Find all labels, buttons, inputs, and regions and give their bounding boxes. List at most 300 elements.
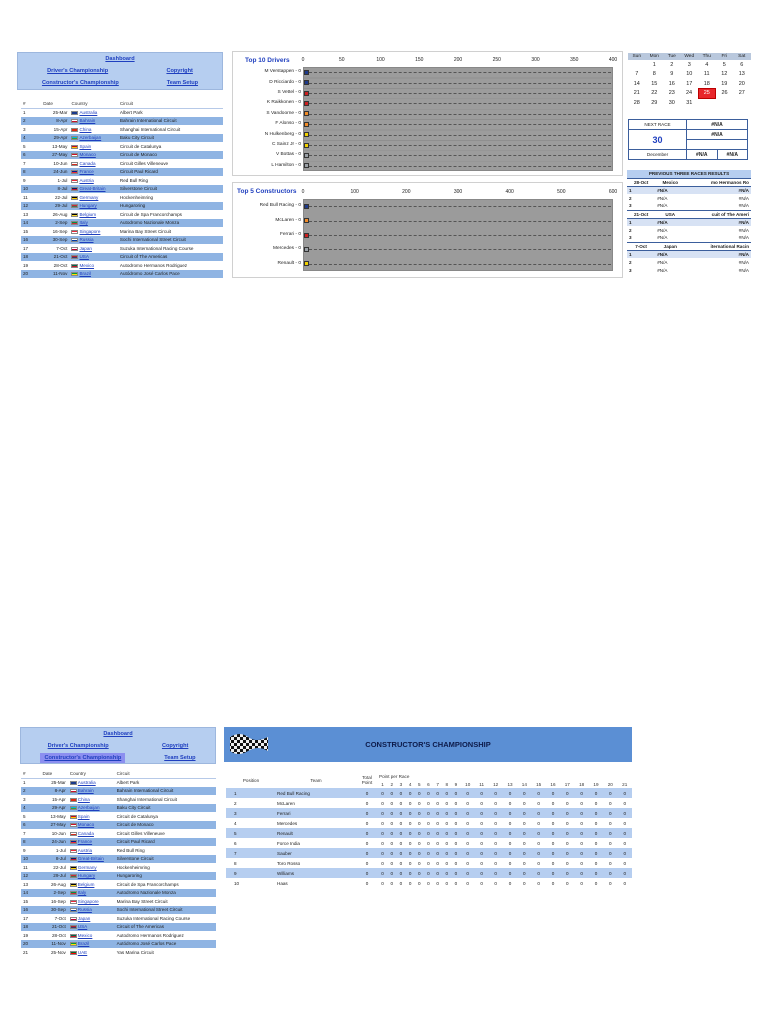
country-link[interactable]: Brazil xyxy=(77,941,90,947)
constructor-race-points: 0 xyxy=(594,880,598,886)
race-date: 8-Apr xyxy=(56,118,68,124)
race-country-cell xyxy=(68,948,115,957)
constructor-total: 0 xyxy=(365,870,369,876)
constructor-race-points: 0 xyxy=(454,820,458,826)
country-link[interactable]: Spain xyxy=(77,813,90,819)
country-link[interactable]: France xyxy=(79,169,94,175)
constructor-race-points: 0 xyxy=(494,880,497,886)
country-link[interactable]: Austria xyxy=(77,847,93,853)
constructor-race-points: 0 xyxy=(551,850,555,856)
race-date: 15-Apr xyxy=(53,126,68,132)
country-link[interactable]: Japan xyxy=(79,245,92,251)
country-link[interactable]: Great-Britain xyxy=(79,186,106,192)
race-date: 10-Jun xyxy=(53,160,68,166)
country-link[interactable]: Belgium xyxy=(79,211,97,217)
constructor-total: 0 xyxy=(365,790,369,796)
race-number-header: 6 xyxy=(427,781,430,787)
constructor-race-points: 0 xyxy=(551,830,555,836)
country-link[interactable]: Monaco xyxy=(77,822,95,828)
country-flag-icon xyxy=(70,951,77,955)
constructor-race-points: 0 xyxy=(537,790,540,796)
constructor-race-points: 0 xyxy=(417,830,421,836)
race-circuit: Autódromo José Carlos Pace xyxy=(116,941,177,947)
constructor-race-points: 0 xyxy=(523,870,526,876)
country-link[interactable]: Bahrain xyxy=(79,118,96,124)
calendar-day[interactable]: 12 xyxy=(721,71,728,78)
constructor-race-points: 0 xyxy=(466,850,469,856)
race-number: 17 xyxy=(23,245,29,251)
previous-position: 2 xyxy=(629,195,632,201)
constructor-race-points: 0 xyxy=(445,800,449,806)
country-link[interactable]: France xyxy=(77,839,93,845)
country-link[interactable]: Azerbaijan xyxy=(77,805,100,811)
constructor-race-points: 0 xyxy=(566,810,569,816)
calendar-day[interactable]: 28 xyxy=(633,99,640,106)
constructor-race-points: 0 xyxy=(408,850,412,856)
drivers-championship-link-2[interactable]: Driver's Championship xyxy=(47,743,109,749)
race-row xyxy=(21,176,223,185)
constructor-race-points: 0 xyxy=(436,860,439,866)
previous-title: PREVIOUS THREE RACES RESULTS xyxy=(627,170,751,178)
race-row xyxy=(21,108,223,117)
race-country-cell xyxy=(69,185,117,194)
country-link[interactable]: China xyxy=(79,126,92,132)
calendar-day[interactable]: 11 xyxy=(703,71,710,78)
previous-race-header xyxy=(627,210,751,218)
chart-category-label: Ferrari - 0 xyxy=(279,232,301,237)
constructor-race-points: 0 xyxy=(551,820,555,826)
col-total: Total Point xyxy=(361,775,373,785)
race-circuit: Circuit of The Americas xyxy=(119,254,168,260)
race-circuit: Silverstone Circuit xyxy=(119,186,157,192)
race-number-header: 20 xyxy=(607,781,613,787)
previous-race-country: USA xyxy=(665,211,676,217)
race-circuit: Red Bull Ring xyxy=(116,847,145,853)
race-number-header: 13 xyxy=(507,781,513,787)
constructor-race-points: 0 xyxy=(454,790,458,796)
country-link[interactable]: Italy xyxy=(77,890,87,896)
calendar-day[interactable]: 22 xyxy=(651,90,658,97)
race-date: 13-May xyxy=(50,813,66,819)
race-number: 5 xyxy=(23,813,26,819)
constructor-race-points: 0 xyxy=(445,850,449,856)
constructor-race-points: 0 xyxy=(537,860,540,866)
country-flag-icon xyxy=(70,798,77,802)
dashboard-link[interactable]: Dashboard xyxy=(105,56,135,62)
race-number: 19 xyxy=(23,932,29,938)
country-link[interactable]: Australia xyxy=(79,110,98,115)
calendar-day[interactable]: 14 xyxy=(633,80,640,87)
constructor-race-points: 0 xyxy=(408,860,412,866)
race-row xyxy=(21,236,223,245)
race-number: 15 xyxy=(23,228,29,234)
country-flag-icon xyxy=(71,213,78,217)
calendar-day-name: Tue xyxy=(663,53,681,60)
race-number: 10 xyxy=(23,856,29,862)
constructor-row xyxy=(226,868,632,878)
constructor-position: 4 xyxy=(234,820,237,826)
constructor-race-points: 0 xyxy=(436,800,439,806)
calendar-day[interactable]: 21 xyxy=(633,90,640,97)
race-date: 21-Oct xyxy=(52,924,66,930)
chart-category-label: M Verstappen - 0 xyxy=(264,69,301,75)
constructor-race-points: 0 xyxy=(594,870,598,876)
calendar-day[interactable]: 6 xyxy=(740,61,744,68)
country-link[interactable]: Australia xyxy=(77,780,96,785)
race-number-header: 19 xyxy=(593,781,599,787)
constructor-race-points: 0 xyxy=(508,800,512,806)
calendar-day[interactable]: 18 xyxy=(703,80,710,87)
country-link[interactable]: Singapore xyxy=(77,898,99,904)
x-tick-label: 50 xyxy=(338,57,345,63)
constructor-race-points: 0 xyxy=(417,800,421,806)
constructor-race-points: 0 xyxy=(594,790,598,796)
race-number: 17 xyxy=(23,915,29,921)
country-link[interactable]: Austria xyxy=(79,177,94,183)
race-row xyxy=(21,914,216,923)
country-link[interactable]: Germany xyxy=(77,864,97,870)
race-date: 25-Nov xyxy=(50,949,66,955)
race-country-cell xyxy=(68,778,115,787)
calendar-day[interactable]: 5 xyxy=(722,61,726,68)
constructor-race-points: 0 xyxy=(551,800,555,806)
previous-races-table xyxy=(627,170,751,274)
country-link[interactable]: Monaco xyxy=(79,152,96,158)
race-country-cell xyxy=(69,270,117,279)
constructor-race-points: 0 xyxy=(466,830,469,836)
previous-driver: #N/A xyxy=(657,227,668,233)
calendar-day[interactable]: 16 xyxy=(668,80,675,87)
x-tick-label: 300 xyxy=(531,57,540,63)
constructor-race-points: 0 xyxy=(466,810,469,816)
country-flag-icon xyxy=(70,942,77,946)
country-link[interactable]: Hungary xyxy=(79,203,97,209)
calendar-day[interactable]: 4 xyxy=(705,61,709,68)
constructor-race-points: 0 xyxy=(609,880,612,886)
constructor-race-points: 0 xyxy=(417,870,421,876)
constructor-race-points: 0 xyxy=(445,870,449,876)
race-header-cell: # xyxy=(21,770,41,778)
next-race-na-4: #N/A xyxy=(717,150,748,160)
constructor-race-points: 0 xyxy=(466,790,469,796)
constructor-race-points: 0 xyxy=(480,840,483,846)
constructor-total: 0 xyxy=(365,800,369,806)
x-tick-label: 100 xyxy=(350,189,359,195)
constructor-team: Mercedes xyxy=(277,820,298,826)
constructor-race-points: 0 xyxy=(551,840,555,846)
constructor-team: McLaren xyxy=(277,800,295,806)
constructor-row xyxy=(226,788,632,798)
constructor-team: Renault xyxy=(277,830,293,836)
race-circuit: Suzuka International Racing Course xyxy=(116,915,191,921)
country-link[interactable]: Brazil xyxy=(79,271,91,277)
calendar-day[interactable]: 2 xyxy=(670,61,674,68)
col-per-race: Point per Race xyxy=(379,773,410,779)
country-flag-icon xyxy=(70,866,77,870)
constructor-total: 0 xyxy=(365,880,369,886)
calendar-day[interactable]: 19 xyxy=(721,80,728,87)
constructors-championship-link[interactable]: Constructor's Championship xyxy=(41,80,119,86)
constructor-race-points: 0 xyxy=(408,880,412,886)
race-number-header: 3 xyxy=(399,781,403,787)
country-link[interactable]: Azerbaijan xyxy=(79,135,102,141)
race-row xyxy=(21,227,223,236)
next-race-label: NEXT RACE xyxy=(629,120,687,130)
race-row xyxy=(21,855,216,864)
race-date: 24-Jun xyxy=(51,839,66,845)
race-circuit: Circuit de Catalunya xyxy=(116,813,158,819)
country-link[interactable]: USA xyxy=(77,924,88,930)
constructor-row xyxy=(226,798,632,808)
constructor-total: 0 xyxy=(365,840,369,846)
race-date: 2-Sep xyxy=(55,220,68,226)
calendar-day xyxy=(733,98,751,108)
previous-team: #N/A xyxy=(738,227,749,233)
race-country-cell xyxy=(69,261,117,270)
race-date: 29-Jul xyxy=(54,203,68,209)
country-link[interactable]: Japan xyxy=(77,915,91,921)
race-number: 11 xyxy=(23,194,28,200)
constructor-race-points: 0 xyxy=(508,870,512,876)
constructor-race-points: 0 xyxy=(417,880,421,886)
constructor-position: 1 xyxy=(234,790,237,796)
constructor-race-points: 0 xyxy=(494,830,497,836)
team-setup-link-2[interactable]: Team Setup xyxy=(164,755,196,761)
constructor-race-points: 0 xyxy=(609,810,612,816)
constructor-race-points: 0 xyxy=(480,870,483,876)
constructor-team: Sauber xyxy=(277,850,292,856)
constructor-race-points: 0 xyxy=(427,830,430,836)
country-flag-icon xyxy=(71,247,78,251)
race-country-cell xyxy=(68,821,115,830)
race-country-cell xyxy=(69,159,117,168)
x-tick-label: 0 xyxy=(301,189,305,195)
country-link[interactable]: Italy xyxy=(79,220,88,226)
race-row xyxy=(21,863,216,872)
calendar-day[interactable]: 27 xyxy=(738,90,745,97)
copyright-link[interactable]: Copyright xyxy=(166,68,193,74)
race-date: 27-May xyxy=(52,152,68,158)
constructor-race-points: 0 xyxy=(417,820,421,826)
race-circuit: Circuit de Monaco xyxy=(116,822,154,828)
previous-race-date: 28-Oct xyxy=(633,179,649,185)
race-number-header: 18 xyxy=(579,781,585,787)
race-date: 24-Jun xyxy=(53,169,68,175)
race-row xyxy=(21,838,216,847)
calendar-day[interactable]: 26 xyxy=(721,90,728,97)
constructors-championship-link-2[interactable]: Constructor's Championship xyxy=(40,753,125,763)
constructor-race-points: 0 xyxy=(523,790,526,796)
chart-category-label: L Hamilton - 0 xyxy=(271,162,301,168)
constructor-race-points: 0 xyxy=(623,870,627,876)
country-link[interactable]: UAE xyxy=(77,949,88,955)
constructor-row xyxy=(226,838,632,848)
race-circuit: Red Bull Ring xyxy=(119,177,149,183)
team-setup-link[interactable]: Team Setup xyxy=(166,80,199,86)
calendar-day[interactable]: 15 xyxy=(651,80,658,87)
constructor-row xyxy=(226,828,632,838)
race-circuit: Albert Park xyxy=(116,780,140,785)
country-link[interactable]: China xyxy=(77,796,90,802)
country-link[interactable]: Russia xyxy=(79,237,94,243)
race-number-header: 16 xyxy=(550,781,556,787)
chart-gridline xyxy=(309,166,611,167)
country-link[interactable]: Canada xyxy=(79,160,96,166)
country-link[interactable]: Mexico xyxy=(79,262,95,268)
constructor-race-points: 0 xyxy=(381,840,384,846)
calendar-day-name: Sat xyxy=(733,53,751,60)
previous-position: 1 xyxy=(629,251,632,257)
race-header-cell: Country xyxy=(68,770,115,778)
race-circuit: Circuit de Spa Francorchamps xyxy=(116,881,179,887)
race-number-header: 9 xyxy=(454,781,458,787)
country-link[interactable]: Hungary xyxy=(77,873,96,879)
chart-gridline xyxy=(309,145,611,146)
chart-category-label: D Ricciardo - 0 xyxy=(269,79,301,85)
race-number: 20 xyxy=(23,271,29,277)
previous-race-date: 7-Oct xyxy=(635,243,647,249)
calendar-day[interactable]: 29 xyxy=(651,99,658,106)
race-header-cell: Circuit xyxy=(118,100,223,108)
race-circuit: Circuit de Monaco xyxy=(119,152,157,158)
col-position: Position xyxy=(242,777,260,783)
constructor-race-points: 0 xyxy=(454,810,458,816)
calendar-day[interactable]: 10 xyxy=(686,71,693,78)
constructor-row xyxy=(226,818,632,828)
constructor-race-points: 0 xyxy=(399,820,403,826)
race-number: 21 xyxy=(23,949,29,955)
x-tick-label: 250 xyxy=(492,57,501,63)
country-link[interactable]: Germany xyxy=(79,194,99,200)
constructor-race-points: 0 xyxy=(480,880,483,886)
country-flag-icon xyxy=(70,857,77,861)
calendar-day[interactable]: 3 xyxy=(687,61,691,68)
calendar-day[interactable]: 13 xyxy=(738,71,745,78)
next-race-na-3: #N/A xyxy=(687,150,717,160)
constructor-race-points: 0 xyxy=(480,830,483,836)
constructors-header-banner xyxy=(224,727,632,762)
calendar-day[interactable]: 8 xyxy=(652,71,656,78)
race-header-cell: Country xyxy=(69,100,117,108)
country-flag-icon xyxy=(71,230,78,234)
previous-position: 1 xyxy=(629,219,632,225)
race-row xyxy=(21,821,216,830)
race-number-header: 10 xyxy=(465,781,471,787)
next-race-na-1: #N/A xyxy=(687,120,748,130)
dashboard-link-2[interactable]: Dashboard xyxy=(103,731,133,737)
constructor-race-points: 0 xyxy=(408,870,412,876)
constructor-race-points: 0 xyxy=(623,820,627,826)
country-link[interactable]: Russia xyxy=(77,907,92,913)
country-link[interactable]: Bahrain xyxy=(77,788,94,794)
country-flag-icon xyxy=(70,917,77,921)
constructor-race-points: 0 xyxy=(623,860,627,866)
constructor-race-points: 0 xyxy=(399,850,403,856)
previous-position: 1 xyxy=(629,187,632,193)
race-number-header: 14 xyxy=(521,781,527,787)
chart-gridline xyxy=(309,206,611,207)
drivers-championship-link[interactable]: Driver's Championship xyxy=(47,68,109,74)
constructor-race-points: 0 xyxy=(445,810,449,816)
constructor-row xyxy=(226,858,632,868)
country-flag-icon xyxy=(71,145,78,149)
country-flag-icon xyxy=(71,255,78,259)
country-link[interactable]: Belgium xyxy=(77,881,95,887)
country-link[interactable]: USA xyxy=(79,254,89,260)
country-link[interactable]: Mexico xyxy=(77,932,93,938)
race-row xyxy=(21,778,216,787)
constructor-race-points: 0 xyxy=(436,870,439,876)
copyright-link-2[interactable]: Copyright xyxy=(161,743,189,749)
constructor-race-points: 0 xyxy=(508,850,512,856)
previous-result-row xyxy=(627,194,751,202)
constructor-race-points: 0 xyxy=(466,880,469,886)
constructor-race-points: 0 xyxy=(508,790,512,796)
calendar-day[interactable]: 7 xyxy=(635,71,639,78)
calendar-day[interactable]: 25 xyxy=(698,89,716,99)
constructor-race-points: 0 xyxy=(417,810,421,816)
calendar-day[interactable]: 31 xyxy=(686,99,693,106)
country-link[interactable]: Singapore xyxy=(79,228,101,234)
constructor-race-points: 0 xyxy=(537,810,540,816)
country-link[interactable]: Canada xyxy=(77,830,94,836)
calendar-day[interactable]: 23 xyxy=(668,90,675,97)
calendar-week xyxy=(628,98,751,108)
race-circuit: Circuit Gilles Villeneuve xyxy=(119,160,169,166)
race-number: 5 xyxy=(23,143,26,149)
race-circuit: Circuit Gilles Villeneuve xyxy=(116,830,165,836)
race-number-header: 17 xyxy=(564,781,570,787)
x-tick-label: 200 xyxy=(402,189,411,195)
constructor-race-points: 0 xyxy=(623,810,627,816)
country-flag-icon xyxy=(71,179,78,183)
country-link[interactable]: Spain xyxy=(79,143,92,149)
race-date: 13-May xyxy=(52,143,68,149)
race-date: 8-Apr xyxy=(54,788,66,794)
race-circuit: Marina Bay Street Circuit xyxy=(116,898,168,904)
constructor-race-points: 0 xyxy=(390,830,394,836)
race-circuit: Autodromo Nazionale Monza xyxy=(119,220,180,226)
race-row xyxy=(21,270,223,279)
race-header-cell: Circuit xyxy=(115,770,216,778)
race-row xyxy=(21,185,223,194)
calendar-day[interactable]: 1 xyxy=(652,61,656,68)
constructors-page-title: CONSTRUCTOR'S CHAMPIONSHIP xyxy=(365,740,491,749)
country-flag-icon xyxy=(70,925,77,929)
calendar-day[interactable]: 9 xyxy=(670,71,674,78)
race-row xyxy=(21,931,216,940)
race-circuit: Circuit Paul Ricard xyxy=(116,839,155,845)
country-flag-icon xyxy=(71,128,78,132)
race-country-cell xyxy=(68,804,115,813)
x-tick-label: 600 xyxy=(608,189,618,195)
race-circuit: Circuit de Catalunya xyxy=(119,143,162,149)
calendar-day[interactable]: 17 xyxy=(686,80,693,87)
calendar-day xyxy=(716,98,734,108)
constructors-points-table xyxy=(226,772,632,888)
race-number: 9 xyxy=(23,177,26,183)
country-flag-icon xyxy=(71,187,78,191)
constructor-race-points: 0 xyxy=(427,860,430,866)
race-number: 3 xyxy=(23,796,26,802)
calendar-day[interactable]: 20 xyxy=(738,80,745,87)
calendar-day[interactable]: 30 xyxy=(668,99,675,106)
calendar-day[interactable]: 24 xyxy=(685,90,693,97)
race-row xyxy=(21,880,216,889)
race-date: 7-Oct xyxy=(56,245,68,251)
country-link[interactable]: Great-Britain xyxy=(77,856,104,862)
constructor-race-points: 0 xyxy=(623,880,627,886)
